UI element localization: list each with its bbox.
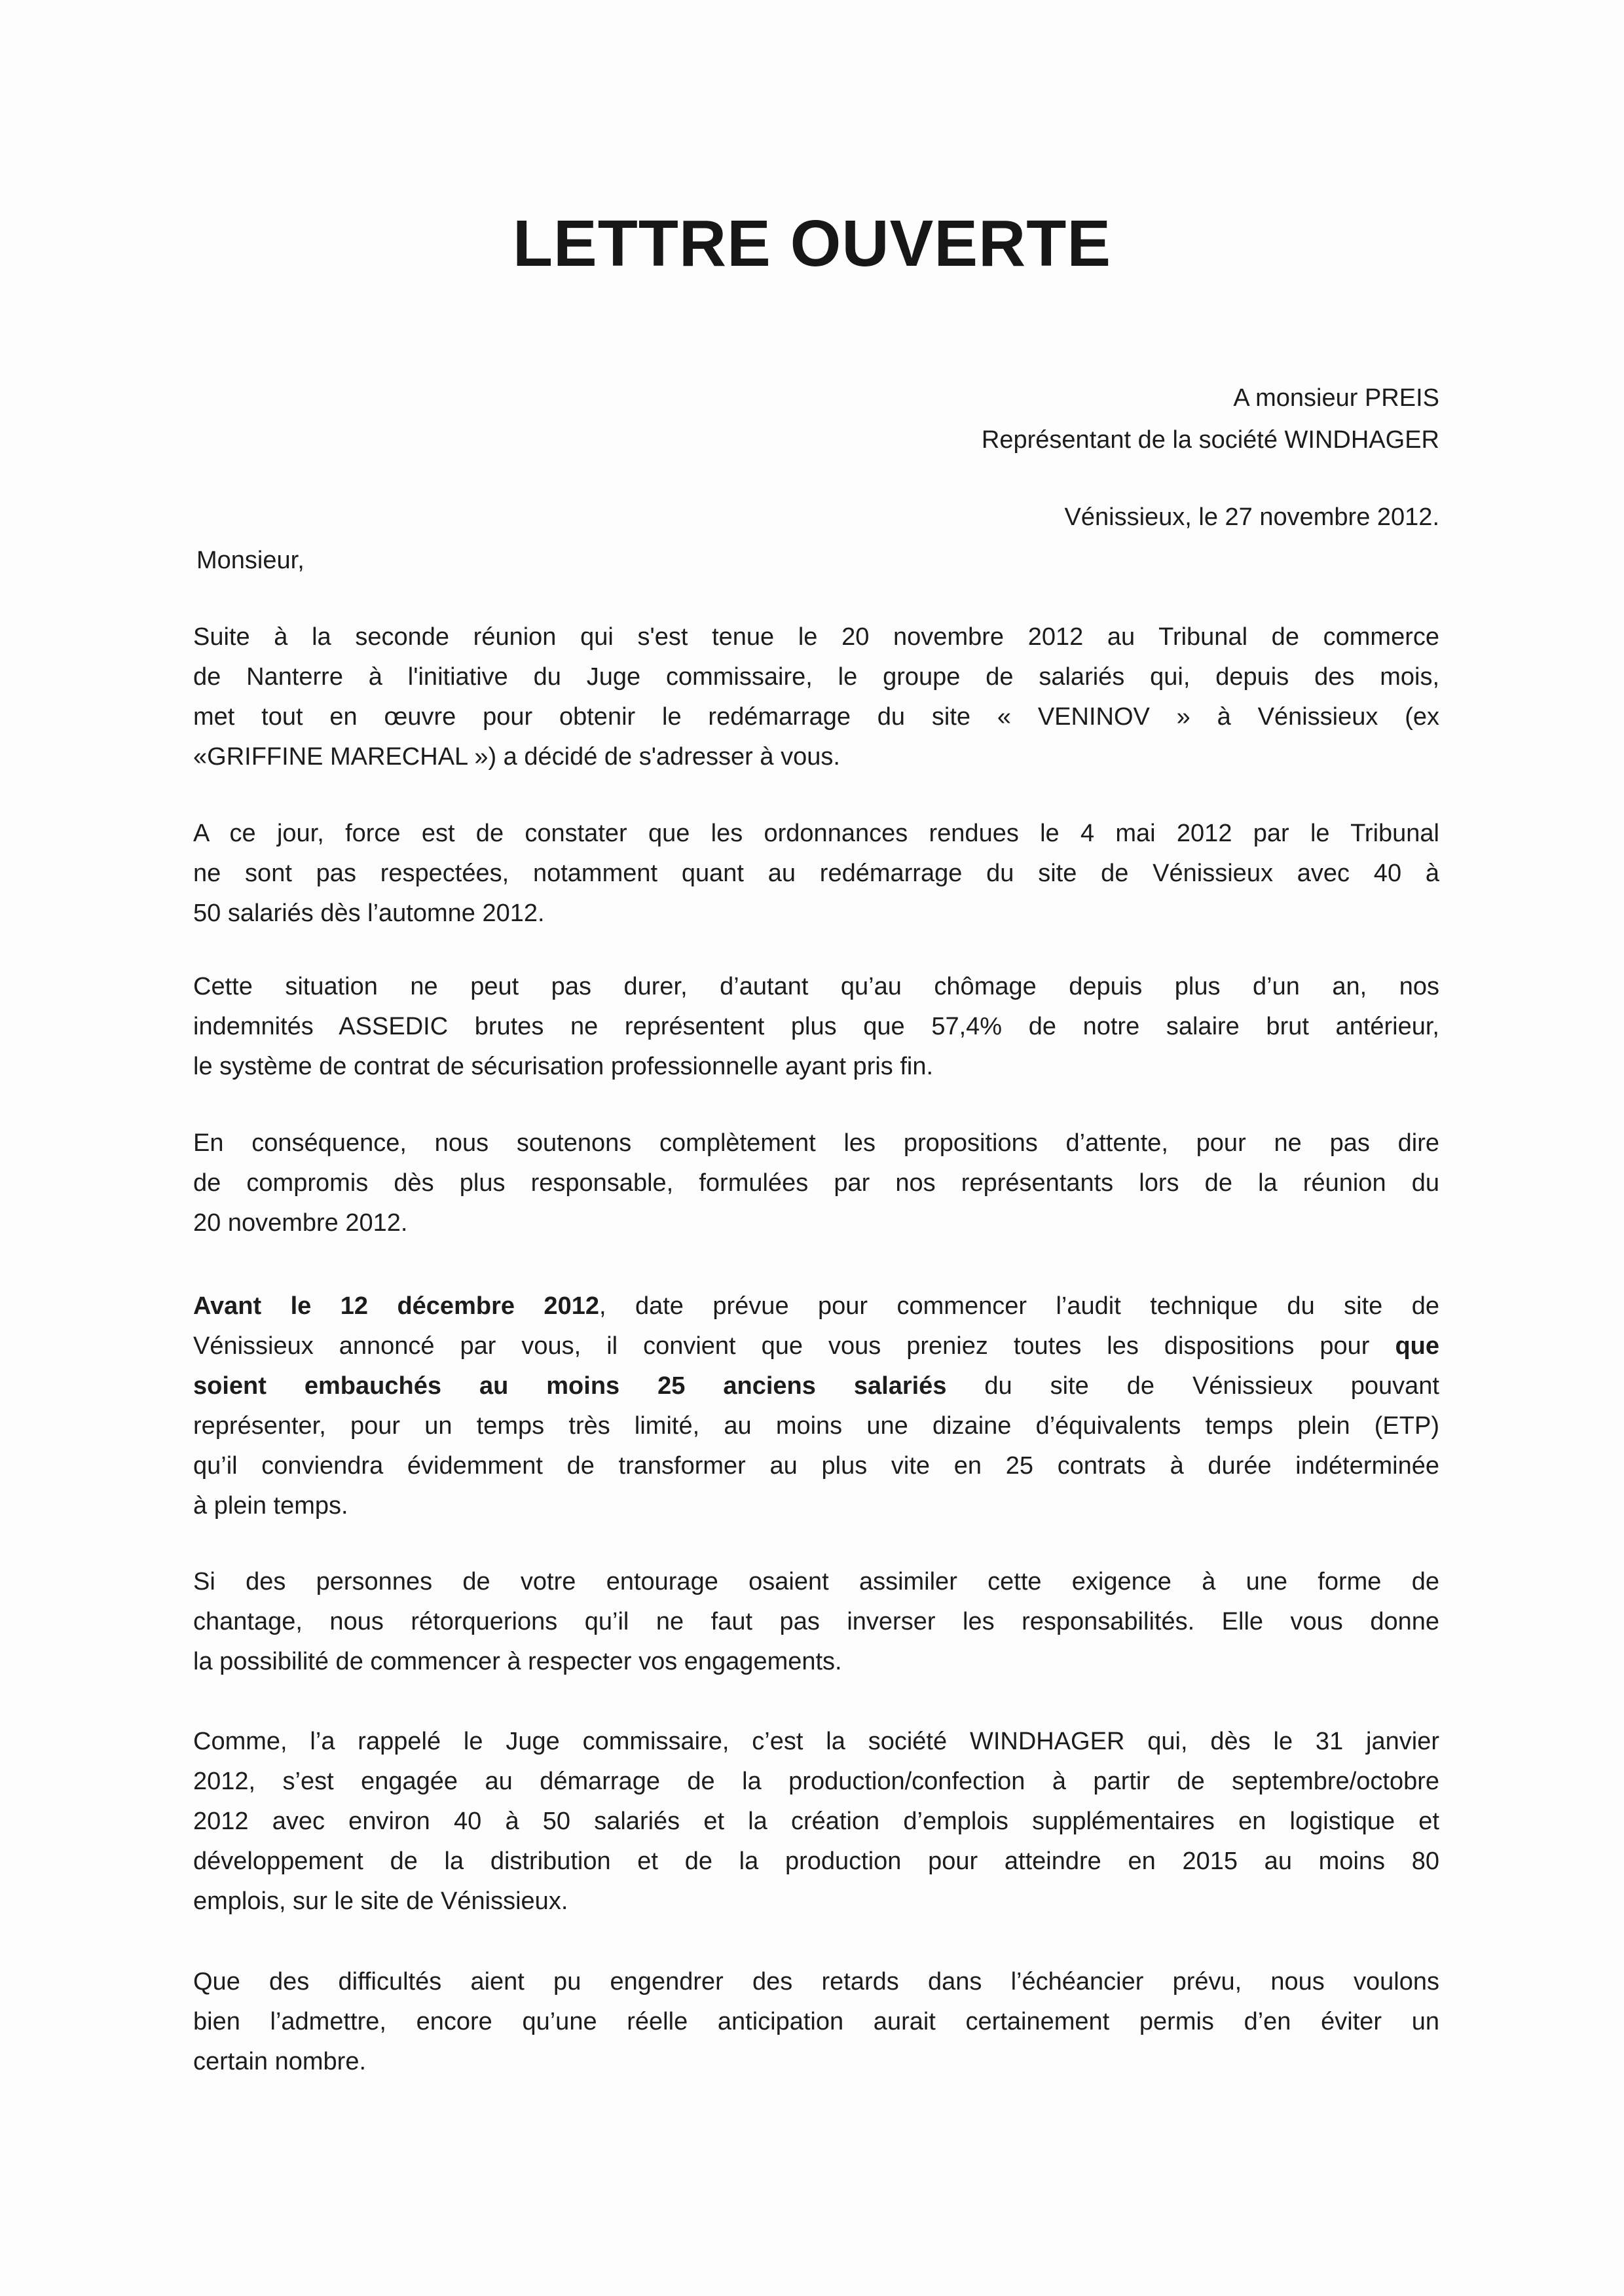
text-segment: du site de Vénissieux pouvant (946, 1372, 1439, 1400)
text-line: emplois, sur le site de Vénissieux. (193, 1887, 568, 1915)
paragraph-4 (193, 1123, 1439, 1243)
text-line: bien l’admettre, encore qu’une réelle anticipation aurait certainement permis d’en éviter un (193, 2008, 1439, 2035)
text-line: Suite à la seconde réunion qui s'est tenue le 20 novembre 2012 au Tribunal de commerce (193, 623, 1439, 651)
salutation: Monsieur, (196, 547, 304, 574)
text-line (193, 1326, 1439, 1366)
text-line: met tout en œuvre pour obtenir le redémarrage du site « VENINOV » à Vénissieux (ex (193, 703, 1439, 731)
text-line: 2012, s’est engagée au démarrage de la production/confection à partir de septembre/octobre (193, 1768, 1439, 1795)
text-line: A ce jour, force est de constater que les ordonnances rendues le 4 mai 2012 par le Tribunal (193, 820, 1439, 847)
text-line: 50 salariés dès l’automne 2012. (193, 900, 545, 927)
text-line: représenter, pour un temps très limité, au moins une dizaine d’équivalents temps plein (ETP) (193, 1412, 1439, 1440)
text-line: chantage, nous rétorquerions qu’il ne faut pas inverser les responsabilités. Elle vous donne (193, 1608, 1439, 1635)
paragraph-7 (193, 1722, 1439, 1922)
text-line: En conséquence, nous soutenons complètement les propositions d’attente, pour ne pas dire (193, 1129, 1439, 1157)
text-line (193, 1366, 1439, 1406)
recipient-company: Représentant de la société WINDHAGER (981, 426, 1439, 454)
text-line: Que des difficultés aient pu engendrer des retards dans l’échéancier prévu, nous voulons (193, 1968, 1439, 1995)
letter-date: Vénissieux, le 27 novembre 2012. (1064, 503, 1439, 531)
bold-text: que (1395, 1332, 1439, 1360)
text-line: Cette situation ne peut pas durer, d’autant qu’au chômage depuis plus d’un an, nos (193, 973, 1439, 1000)
text-line: 20 novembre 2012. (193, 1209, 408, 1237)
text-segment: , date prévue pour commencer l’audit technique du site de (599, 1292, 1439, 1320)
paragraph-5 (193, 1286, 1439, 1526)
text-line (193, 1286, 1439, 1326)
paragraph-1 (193, 617, 1439, 777)
paragraph-8 (193, 1962, 1439, 2082)
paragraph-6 (193, 1562, 1439, 1682)
text-line: 2012 avec environ 40 à 50 salariés et la création d’emplois supplémentaires en logistique et (193, 1808, 1439, 1835)
text-line: «GRIFFINE MARECHAL ») a décidé de s'adresser à vous. (193, 743, 840, 771)
recipient-name: A monsieur PREIS (1233, 384, 1439, 412)
text-line: de compromis dès plus responsable, formulées par nos représentants lors de la réunion du (193, 1169, 1439, 1197)
text-line: développement de la distribution et de la production pour atteindre en 2015 au moins 80 (193, 1848, 1439, 1875)
text-line: à plein temps. (193, 1492, 348, 1520)
text-line: de Nanterre à l'initiative du Juge commissaire, le groupe de salariés qui, depuis des mois, (193, 663, 1439, 691)
text-line: Si des personnes de votre entourage osaient assimiler cette exigence à une forme de (193, 1568, 1439, 1595)
text-line: la possibilité de commencer à respecter vos engagements. (193, 1648, 842, 1675)
document-title: LETTRE OUVERTE (512, 207, 1112, 280)
text-segment: Vénissieux annoncé par vous, il convient que vous preniez toutes les dispositions pour (193, 1332, 1395, 1360)
bold-text: soient embauchés au moins 25 anciens salariés (193, 1372, 947, 1400)
paragraph-2 (193, 814, 1439, 934)
text-line: ne sont pas respectées, notamment quant au redémarrage du site de Vénissieux avec 40 à (193, 860, 1439, 887)
text-line: indemnités ASSEDIC brutes ne représentent plus que 57,4% de notre salaire brut antérieur, (193, 1013, 1439, 1040)
text-line: le système de contrat de sécurisation professionnelle ayant pris fin. (193, 1053, 934, 1080)
text-line: certain nombre. (193, 2048, 367, 2075)
text-line: Comme, l’a rappelé le Juge commissaire, c’est la société WINDHAGER qui, dès le 31 janvier (193, 1728, 1439, 1755)
bold-text: Avant le 12 décembre 2012 (193, 1292, 599, 1320)
paragraph-3 (193, 967, 1439, 1087)
text-line: qu’il conviendra évidemment de transformer au plus vite en 25 contrats à durée indéterminée (193, 1452, 1439, 1480)
